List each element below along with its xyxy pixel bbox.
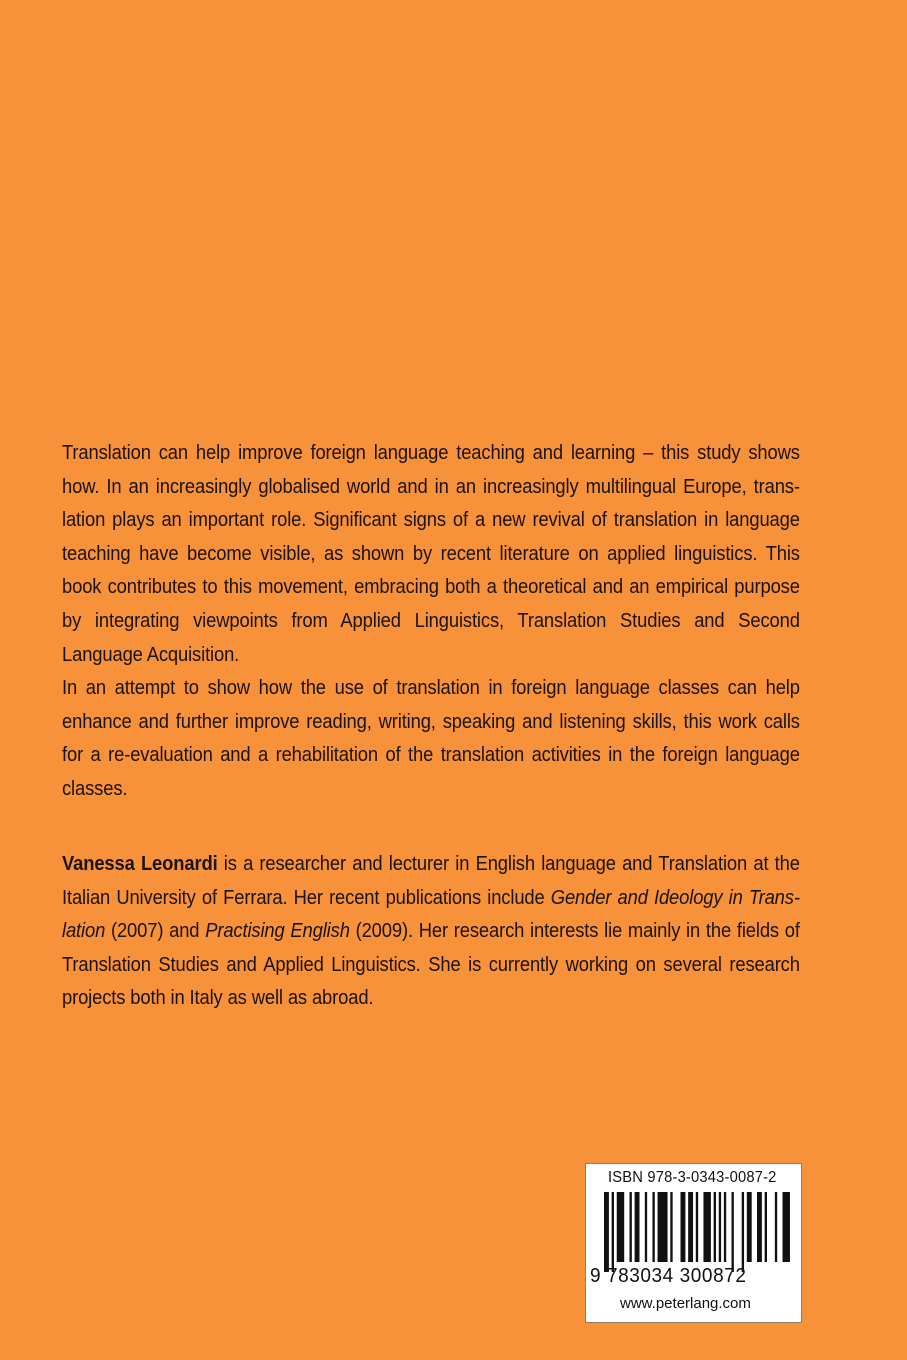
blurb-paragraph-2: In an attempt to show how the use of translation in foreign language classes can help enhance and further improve reading, writing, speaking and listening skills, this work calls for a re-evaluation and a rehabilitation of the translation activities in the foreign language classes. [62,677,800,800]
barcode-bar [645,1192,647,1262]
barcode-bar [747,1192,752,1262]
author-bio-text-3: (2009). Her research interests lie mainly in the fields of Translation Studies and Applied Linguistics. She is currently working on several research projects both in Italy as well as abroad. [62,920,800,1010]
barcode-bar [681,1192,686,1262]
isbn-label: ISBN 978-3-0343-0087-2 [608,1169,777,1186]
barcode-bar [765,1192,767,1262]
ean-digits: 9 783034 300872 [590,1265,747,1287]
barcode-bar [719,1192,721,1262]
publisher-url: www.peterlang.com [620,1295,751,1312]
barcode-bar [658,1192,668,1262]
barcode-bar [783,1192,790,1262]
author-bio-paragraph [62,848,800,1016]
barcode-bar [696,1192,698,1262]
barcode-bar [617,1192,624,1262]
barcode-bar [688,1192,693,1262]
barcode-bar [732,1192,734,1272]
barcode-bar [742,1192,744,1272]
barcode-box [585,1163,802,1323]
barcode-bar [714,1192,716,1262]
barcode-bar [652,1192,654,1262]
author-bio-text-1: is a researcher and lecturer in English language and Translation at the Italian University of Ferrara. Her recent publications include [62,853,800,909]
author-name: Vanessa Leonardi [62,853,218,875]
barcode-bar [775,1192,777,1262]
blurb-paragraph-1: Translation can help improve foreign language teaching and learning – this study shows how. In an increasingly globalised world and in an increasingly multilingual Europe, trans-lation plays an important role. Significant signs of a new revival of translation in language teaching have become visible, as shown by recent literature on applied linguistics. This book contributes to this movement, embracing both a theoretical and an empirical purpose by integrating viewpoints from Applied Linguistics, Translation Studies and Second Language Acquisition. [62,442,800,666]
barcode-bars [600,1192,790,1272]
barcode-bar [703,1192,710,1262]
publication-title-1: Gender and Ideology in Trans-lation [62,886,800,943]
barcode-bar [635,1192,640,1262]
author-bio-text-2: (2007) and [105,920,206,943]
barcode-bar [670,1192,672,1262]
barcode-bar [612,1192,614,1272]
author-bio [62,848,800,1016]
barcode-bar [757,1192,762,1262]
barcode-bar [630,1192,632,1262]
barcode-bar [604,1192,609,1272]
back-cover-blurb [62,437,800,807]
barcode-bar [724,1192,726,1262]
publication-title-2: Practising English [205,920,350,943]
